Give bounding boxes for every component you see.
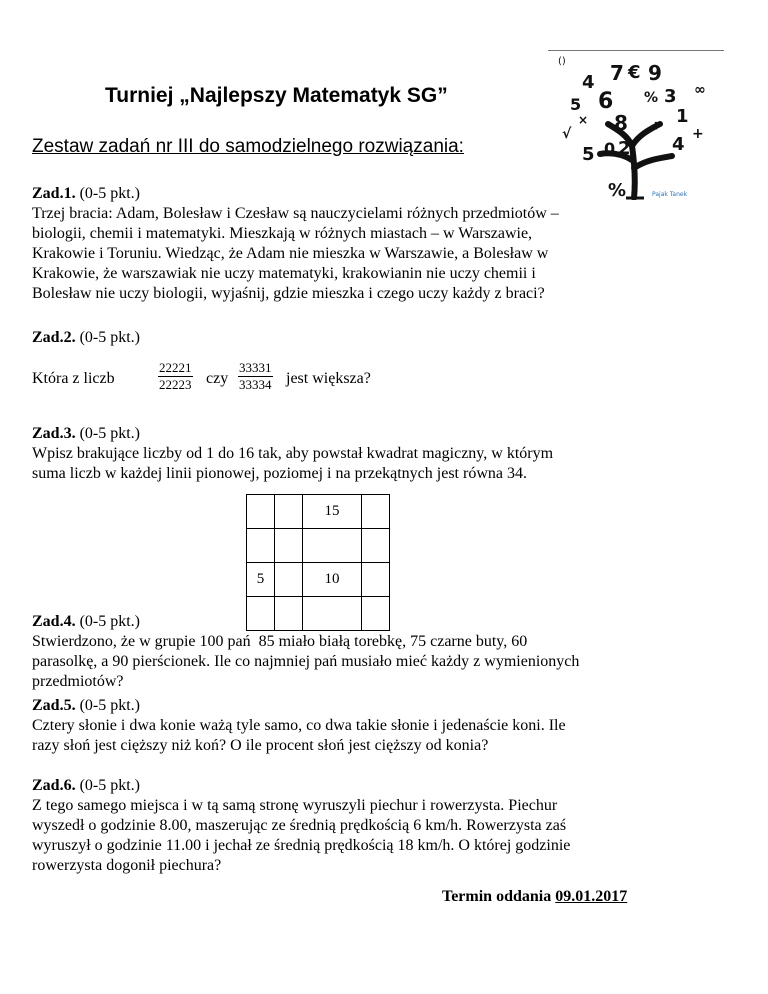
question-suffix: jest większa?	[286, 370, 371, 387]
task-points: (0-5 pkt.)	[79, 697, 141, 714]
task-heading: Zad.5.	[32, 697, 76, 714]
task-3	[32, 424, 692, 484]
grid-row	[247, 529, 390, 563]
deadline-label: Termin oddania	[442, 888, 552, 905]
tree-glyph: 7	[610, 61, 624, 85]
task-2	[32, 328, 692, 348]
task-line: Bolesław nie uczy biologii, wyjaśnij, gdzie mieszka i czego uczy każdy z braci?	[32, 285, 545, 302]
task-heading: Zad.1.	[32, 185, 76, 202]
tree-glyph: ∞	[694, 82, 706, 98]
tree-glyph: 2	[618, 138, 631, 159]
question-prefix: Która z liczb	[32, 370, 115, 387]
task-points: (0-5 pkt.)	[79, 425, 141, 442]
fraction-1	[158, 360, 193, 393]
tree-glyph: +	[692, 126, 704, 142]
fraction-1-numerator: 22221	[159, 360, 192, 375]
tree-glyph: ×	[578, 113, 589, 127]
tree-glyph: 4	[672, 134, 685, 155]
task-line: Krakowie i Toruniu. Wiedząc, że Adam nie mieszka w Warszawie, a Bolesław w	[32, 245, 549, 262]
task-heading: Zad.3.	[32, 425, 76, 442]
deadline-date: 09.01.2017	[555, 888, 628, 905]
task-line: Trzej bracia: Adam, Bolesław i Czesław są nauczycielami różnych przedmiotów –	[32, 205, 559, 222]
grid-cell	[362, 563, 390, 597]
task-points: (0-5 pkt.)	[79, 777, 141, 794]
grid-cell	[247, 495, 275, 529]
fraction-2-denominator: 33334	[239, 377, 272, 392]
task-5	[32, 696, 692, 756]
tree-glyph: 3	[664, 86, 677, 107]
grid-cell: 10	[303, 563, 362, 597]
question-connector: czy	[206, 370, 229, 387]
grid-cell: 15	[303, 495, 362, 529]
tree-caption: Pajak Tanek	[652, 191, 688, 198]
tree-glyph: √	[562, 126, 572, 142]
task-line: parasolkę, a 90 pierścionek. Ile co najmniej pań musiało mieć każdy z wymienionych	[32, 653, 580, 670]
task-line: biologii, chemii i matematyki. Mieszkają w różnych miastach – w Warszawie,	[32, 225, 533, 242]
page-title: Turniej „Najlepszy Matematyk SG”	[105, 84, 448, 107]
task-line: Cztery słonie i dwa konie ważą tyle samo, co dwa takie słonie i jedenaście koni. Ile	[32, 717, 566, 734]
tree-glyph: 0	[604, 139, 616, 158]
tree-glyph: 4	[582, 72, 595, 93]
tree-glyph: 5	[570, 95, 582, 114]
task-4	[32, 612, 692, 692]
task-line: Z tego samego miejsca i w tą samą stronę wyruszyli piechur i rowerzysta. Piechur	[32, 797, 558, 814]
tree-glyph: ÷	[650, 118, 662, 134]
grid-cell	[275, 529, 303, 563]
task-heading: Zad.4.	[32, 613, 76, 630]
task-points: (0-5 pkt.)	[79, 613, 141, 630]
grid-cell	[275, 563, 303, 597]
task-points: (0-5 pkt.)	[79, 329, 141, 346]
task-line: razy słoń jest cięższy niż koń? O ile procent słoń jest cięższy od konia?	[32, 737, 489, 754]
task-1	[32, 184, 692, 304]
tree-glyph: 5	[582, 144, 595, 165]
tree-glyph: %	[608, 180, 627, 200]
grid-cell: 5	[247, 563, 275, 597]
task-line: rowerzysta dogonił piechura?	[32, 857, 222, 874]
grid-cell	[275, 495, 303, 529]
math-tree-icon	[548, 50, 724, 200]
tree-glyph: 1	[676, 106, 689, 127]
task-line: wyruszył o godzinie 11.00 i jechał ze średnią prędkością 18 km/h. O której godzinie	[32, 837, 571, 854]
tree-glyph: 8	[614, 111, 628, 135]
task-line: suma liczb w każdej linii pionowej, poziomej i na przekątnych jest równa 34.	[32, 465, 527, 482]
deadline	[442, 888, 627, 906]
task-heading: Zad.6.	[32, 777, 76, 794]
task-line: wyszedł o godzinie 8.00, maszerując ze średnią prędkością 6 km/h. Rowerzysta zaś	[32, 817, 567, 834]
grid-cell	[247, 529, 275, 563]
fraction-2	[238, 360, 273, 393]
tree-glyph: 6	[598, 89, 614, 114]
task-line: Krakowie, że warszawiak nie uczy matematyki, krakowianin nie uczy chemii i	[32, 265, 536, 282]
grid-row	[247, 495, 390, 529]
grid-cell	[362, 529, 390, 563]
tree-glyph: ()	[558, 56, 566, 67]
grid-cell	[303, 529, 362, 563]
grid-cell	[362, 495, 390, 529]
tree-glyph: 9	[648, 61, 662, 85]
fraction-1-denominator: 22223	[159, 377, 192, 392]
grid-row	[247, 563, 390, 597]
task-heading: Zad.2.	[32, 329, 76, 346]
fraction-2-numerator: 33331	[239, 360, 272, 375]
task-line: Stwierdzono, że w grupie 100 pań 85 miało białą torebkę, 75 czarne buty, 60	[32, 633, 528, 650]
tree-glyph: %	[644, 90, 659, 106]
fraction-question	[32, 360, 432, 400]
page-subtitle: Zestaw zadań nr III do samodzielnego rozwiązania:	[32, 136, 464, 157]
task-line: Wpisz brakujące liczby od 1 do 16 tak, aby powstał kwadrat magiczny, w którym	[32, 445, 554, 462]
magic-square-grid	[246, 494, 390, 631]
tree-glyph: €	[628, 62, 641, 83]
task-6	[32, 776, 692, 876]
task-line: przedmiotów?	[32, 673, 124, 690]
task-points: (0-5 pkt.)	[79, 185, 141, 202]
